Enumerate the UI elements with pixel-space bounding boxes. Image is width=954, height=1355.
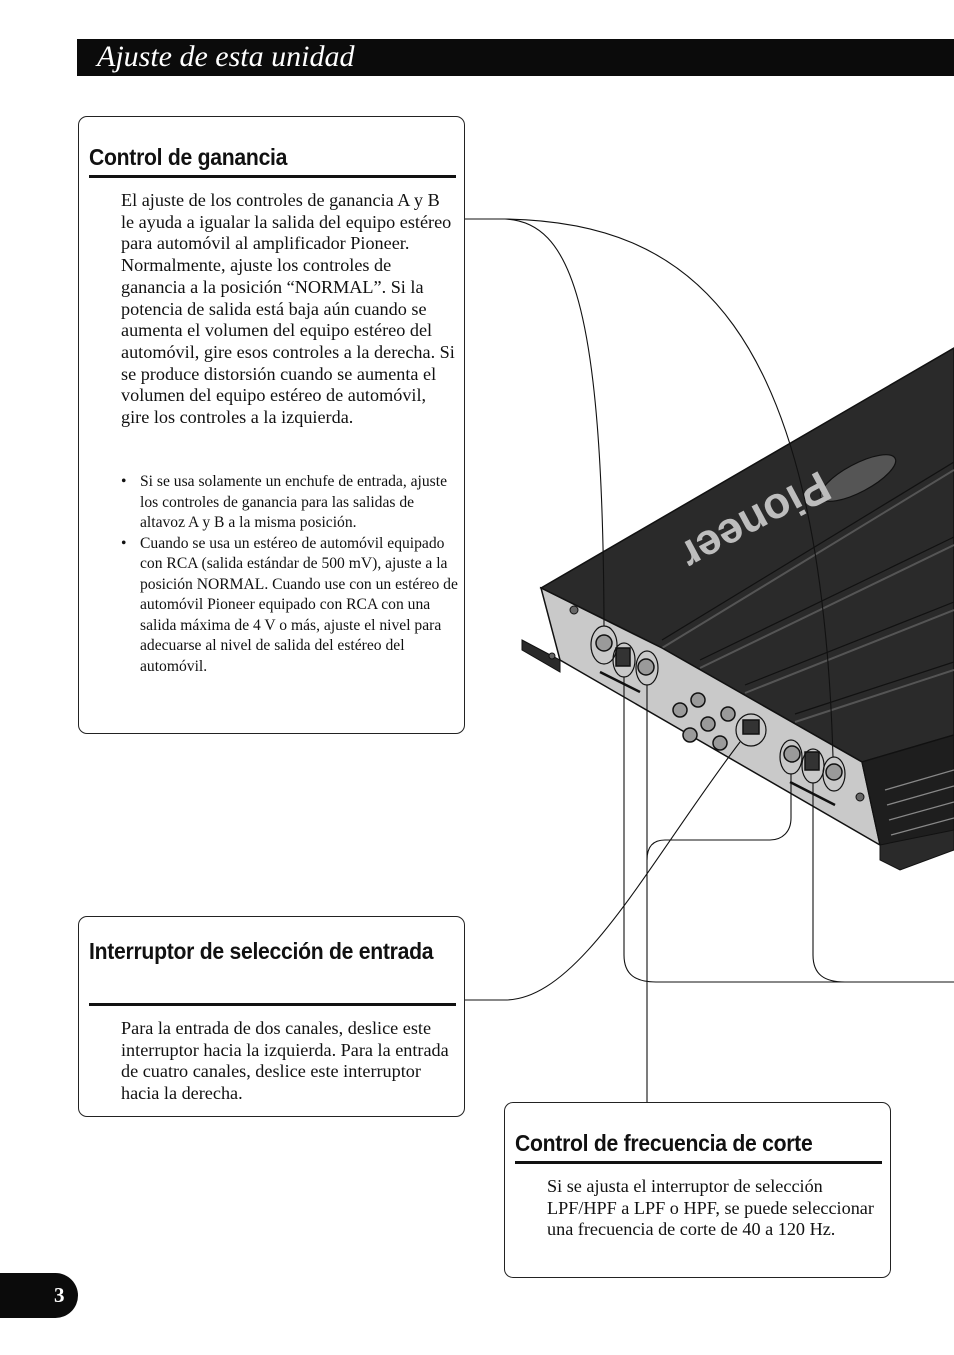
page-number: 3 [54, 1283, 65, 1307]
gain-control-box [78, 116, 465, 734]
input-switch-box [78, 916, 465, 1117]
cutoff-frequency-box [504, 1102, 891, 1278]
gain-control-heading: Control de ganancia [89, 144, 288, 170]
section-title: Ajuste de esta unidad [97, 40, 355, 73]
list-item: • Si se usa solamente un enchufe de entrada, ajuste los controles de ganancia para las salidas de altavoz A y B a la misma posición. [121, 473, 448, 531]
gain-control-text: El ajuste de los controles de ganancia A y B le ayuda a igualar la salida del equipo estéreo para automóvil al amplificador Pioneer. Normalmente, ajuste los controles de ganancia a la posición “NORMAL”. Si la potencia de salida está baja aún cuando se aumenta el volumen del equipo estéreo del automóvil, gire esos controles a la derecha. Si se produce distorsión cuando se aumenta el volumen del equipo estéreo de automóvil, gire los controles a la izquierda. [121, 190, 455, 428]
input-switch-text: Para la entrada de dos canales, deslice este interruptor hacia la izquierda. Para la entrada de cuatro canales, deslice este interruptor hacia la derecha. [121, 1018, 449, 1104]
heading-rule [515, 1161, 882, 1164]
input-switch-heading: Interruptor de selección de entrada [89, 938, 434, 964]
gain-control-notes [121, 472, 459, 677]
list-item: • Cuando se usa un estéreo de automóvil equipado con RCA (salida estándar de 500 mV), ajuste a la posición NORMAL. Cuando use con un estéreo de automóvil Pioneer equipado con RCA con una salida máxima de 4 V o más, ajuste el nivel para adecuarse al nivel de salida del estéreo del automóvil. [121, 534, 458, 675]
heading-rule [89, 175, 456, 178]
brand-logo: Pioneer [672, 461, 839, 581]
cutoff-frequency-heading: Control de frecuencia de corte [515, 1130, 813, 1156]
page-number-tab [0, 1273, 78, 1318]
cutoff-frequency-text: Si se ajusta el interruptor de selección LPF/HPF a LPF o HPF, se puede seleccionar una frecuencia de corte de 40 a 120 Hz. [547, 1176, 874, 1240]
heading-rule [89, 1003, 456, 1006]
